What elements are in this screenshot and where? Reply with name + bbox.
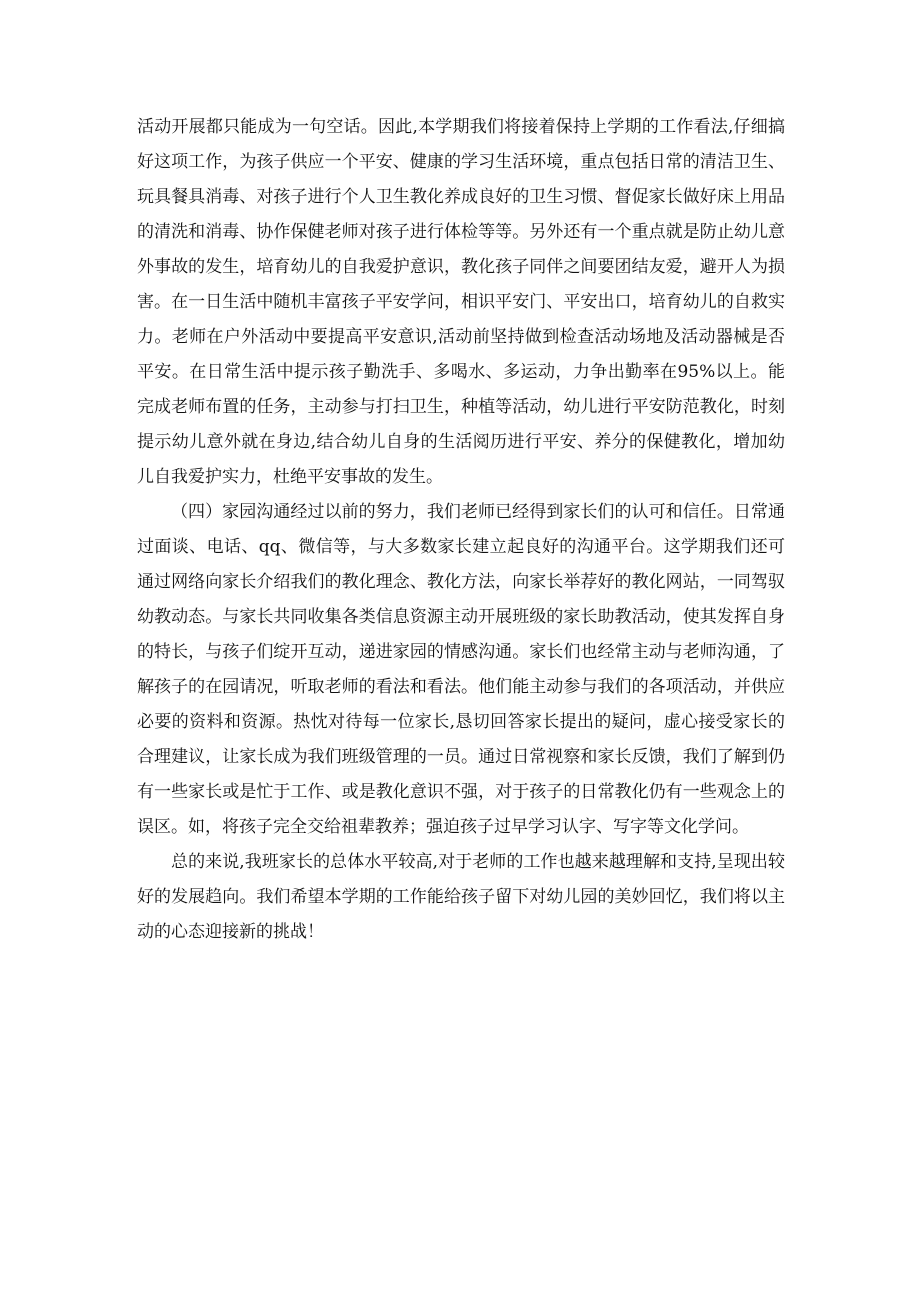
document-body <box>137 110 785 950</box>
paragraph-summary: 总的来说,我班家长的总体水平较高,对于老师的工作也越来越理解和支持,呈现出较好的发展趋向。我们希望本学期的工作能给孩子留下对幼儿园的美妙回忆，我们将以主动的心态迎接新的挑战！ <box>137 852 785 942</box>
paragraph-home-school-communication: （四）家园沟通经过以前的努力，我们老师已经得到家长们的认可和信任。日常通过面谈、电话、qq、微信等，与大多数家长建立起良好的沟通平台。这学期我们还可通过网络向家长介绍我们的教化理念、教化方法，向家长举荐好的教化网站，一同驾驭幼教动态。与家长共同收集各类信息资源主动开展班级的家长助教活动，使其发挥自身的特长，与孩子们绽开互动，递进家园的情感沟通。家长们也经常主动与老师沟通，了解孩子的在园请况，听取老师的看法和看法。他们能主动参与我们的各项活动，并供应必要的资料和资源。热忱对待每一位家长,恳切回答家长提出的疑问，虚心接受家长的合理建议，让家长成为我们班级管理的一员。通过日常视察和家长反馈，我们了解到仍有一些家长或是忙于工作、或是教化意识不强，对于孩子的日常教化仍有一些观念上的误区。如，将孩子完全交给祖辈教养；强迫孩子过早学习认字、写字等文化学问。 <box>137 502 785 837</box>
paragraph-safety: 活动开展都只能成为一句空话。因此,本学期我们将接着保持上学期的工作看法,仔细搞好这项工作，为孩子供应一个平安、健康的学习生活环境，重点包括日常的清洁卫生、玩具餐具消毒、对孩子进行个人卫生教化养成良好的卫生习惯、督促家长做好床上用品的清洗和消毒、协作保健老师对孩子进行体检等等。另外还有一个重点就是防止幼儿意外事故的发生，培育幼儿的自我爱护意识，教化孩子同伴之间要团结友爱，避开人为损害。在一日生活中随机丰富孩子平安学问，相识平安门、平安出口，培育幼儿的自救实力。老师在户外活动中要提高平安意识,活动前坚持做到检查活动场地及活动器械是否平安。在日常生活中提示孩子勤洗手、多喝水、多运动，力争出勤率在95%以上。能完成老师布置的任务，主动参与打扫卫生，种植等活动，幼儿进行平安防范教化，时刻提示幼儿意外就在身边,结合幼儿自身的生活阅历进行平安、养分的保健教化，增加幼儿自我爱护实力，杜绝平安事故的发生。 <box>137 117 785 487</box>
